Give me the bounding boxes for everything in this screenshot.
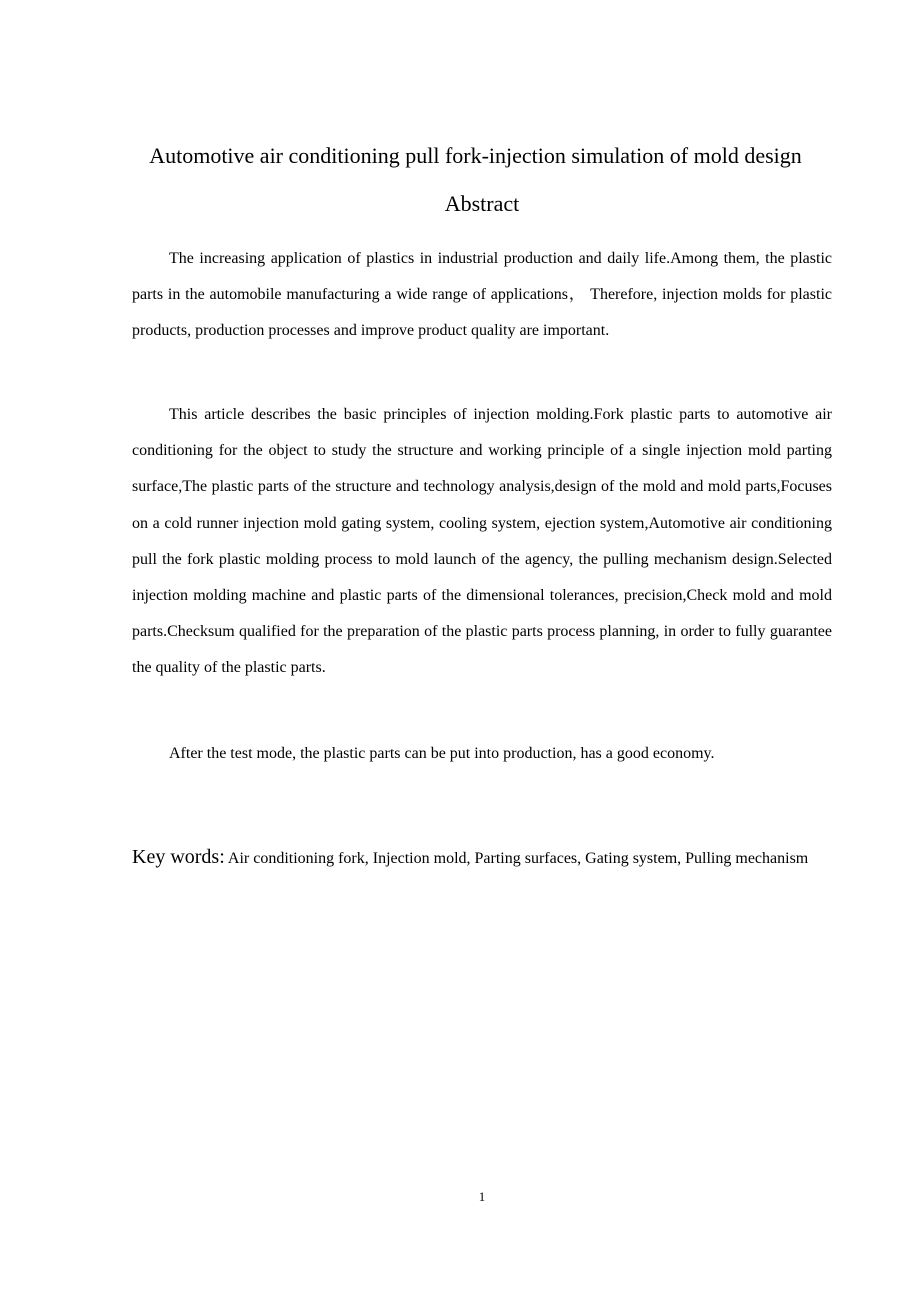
abstract-heading: Abstract	[444, 191, 520, 216]
page-number: 1	[478, 1189, 486, 1204]
abstract-paragraph-2: This article describes the basic principles of injection molding.Fork plastic parts to automotive air conditioning for the object to study the structure and working principle of a single injection mold parting surface,The plastic parts of the structure and technology analysis,design of the mold and mold parts,Focuses on a cold runner injection mold gating system, cooling system, ejection system,Automotive air conditioning pull the fork plastic molding process to mold launch of the agency, the pulling mechanism design.Selected injection molding machine and plastic parts of the dimensional tolerances, precision,Check mold and mold parts.Checksum qualified for the preparation of the plastic parts process planning, in order to fully guarantee the quality of the plastic parts.	[132, 406, 832, 677]
keywords-section	[132, 839, 832, 877]
abstract-paragraph-1: The increasing application of plastics in industrial production and daily life.Among them, the plastic parts in the automobile manufacturing a wide range of applications， Therefore, injection molds for plastic products, production processes and improve product quality are important.	[132, 250, 832, 340]
abstract-paragraph-3: After the test mode, the plastic parts can be put into production, has a good economy.	[169, 745, 715, 762]
keywords-text: Air conditioning fork, Injection mold, Parting surfaces, Gating system, Pulling mechanism	[227, 850, 809, 867]
keywords-label: Key words:	[132, 846, 225, 868]
document-title: Automotive air conditioning pull fork-injection simulation of mold design	[149, 143, 802, 168]
